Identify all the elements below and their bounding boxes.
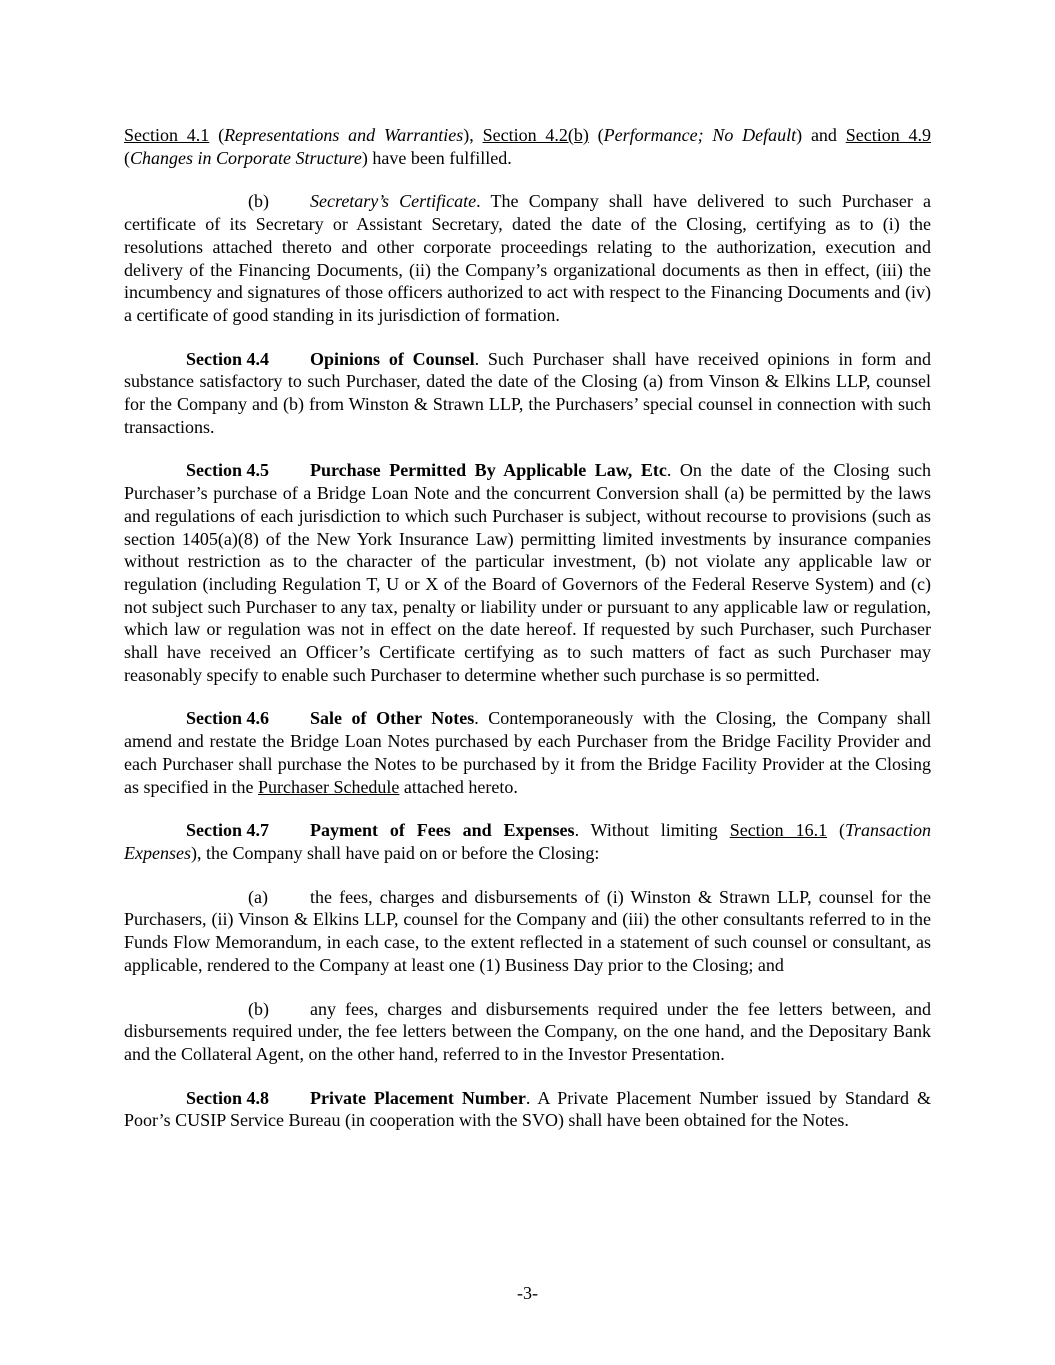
subsection-label: (b) — [248, 191, 269, 212]
section-text: . Without limiting — [574, 820, 718, 841]
section-4-7-b — [124, 998, 931, 1066]
section-title: Purchase Permitted By Applicable Law, Etc — [310, 460, 667, 481]
section-number: Section 4.5 — [186, 460, 269, 481]
section-4-5 — [124, 459, 931, 686]
conjunction: and — [810, 125, 837, 145]
section-ref-4-2b: Section 4.2(b) — [482, 125, 589, 145]
section-title: Private Placement Number — [310, 1087, 526, 1108]
section-tail: attached hereto. — [403, 776, 518, 797]
subsection-text: . The Company shall have delivered to such Purchaser a certificate of its Secretary or Assistant Secretary, dated the date of the Closing, certifying as to (i) the resolutions attached thereto and other corporate proceedings relating to the authorization, execution and delivery of the Financing Documents, (ii) the Company’s organizational documents as then in effect, (iii) the incumbency and signatures of those officers authorized to act with respect to the Financing Documents and (iv) a certificate of good standing in its jurisdiction of formation. — [124, 191, 931, 325]
section-tail: , the Company shall have paid on or before the Closing: — [196, 842, 600, 863]
subsection-label: (a) — [248, 886, 268, 907]
section-text: . Contemporaneously with the Closing, the Company shall amend and restate the Bridge Loan Notes purchased by each Purchaser from the Bridge Facility Provider and each Purchaser shall purchase the Notes to be purchased by it from the Bridge Facility Provider at the Closing as specified in the — [124, 708, 931, 797]
section-4-8 — [124, 1087, 931, 1132]
section-title: Sale of Other Notes — [310, 708, 475, 729]
section-number: Section 4.4 — [186, 348, 269, 369]
intro-tail: have been fulfilled. — [372, 147, 512, 168]
document-page — [124, 124, 931, 1153]
ref-title: Representations and Warranties — [224, 125, 464, 145]
subsection-text: any fees, charges and disbursements required under the fee letters between, and disbursements required under, the fee letters between the Company, on the one hand, and the Depositary Bank and the Collateral Agent, on the other hand, referred to in the Investor Presentation. — [124, 998, 931, 1064]
section-ref-16-1: Section 16.1 — [729, 820, 828, 841]
subsection-b-secretary — [124, 190, 931, 326]
section-4-4 — [124, 348, 931, 439]
section-4-6 — [124, 707, 931, 798]
section-ref-4-9: Section 4.9 — [845, 125, 931, 145]
section-title: Opinions of Counsel — [310, 348, 475, 369]
ref-title: Transaction Expenses — [124, 820, 931, 863]
section-number: Section 4.7 — [186, 820, 269, 841]
ref-title: Performance; No Default — [603, 125, 797, 145]
section-4-7-a — [124, 886, 931, 977]
page-number: -3- — [517, 1283, 538, 1303]
section-title: Payment of Fees and Expenses — [310, 820, 575, 841]
intro-paragraph: Section 4.1 (Representations and Warranties), Section 4.2(b) (Performance; No Default) and Section 4.9 (Changes in Corporate Structure) have been fulfilled. — [124, 125, 931, 168]
section-text: . On the date of the Closing such Purchaser’s purchase of a Bridge Loan Note and the concurrent Conversion shall (a) be permitted by the laws and regulations of each jurisdiction to which such Purchaser is subject, without recourse to provisions (such as section 1405(a)(8) of the New York Insurance Law) permitting limited investments by insurance companies without restriction as to the character of the particular investment, (b) not violate any applicable law or regulation (including Regulation T, U or X of the Board of Governors of the Federal Reserve System) and (c) not subject such Purchaser to any tax, penalty or liability under or pursuant to any applicable law or regulation, which law or regulation was not in effect on the date hereof. If requested by such Purchaser, such Purchaser shall have received an Officer’s Certificate certifying as to such matters of fact as such Purchaser may reasonably specify to enable such Purchaser to determine whether such purchase is so permitted. — [124, 460, 931, 685]
purchaser-schedule-ref: Purchaser Schedule — [257, 776, 400, 797]
subsection-heading: Secretary’s Certificate — [310, 191, 477, 212]
section-4-7: Section 4.7 Payment of Fees and Expenses. Without limiting Section 16.1 (Transaction Expenses), the Company shall have paid on or before the Closing: — [124, 820, 931, 863]
subsection-text: the fees, charges and disbursements of (i) Winston & Strawn LLP, counsel for the Purchasers, (ii) Vinson & Elkins LLP, counsel for the Company and (iii) the other consultants referred to in the Funds Flow Memorandum, in each case, to the extent reflected in a statement of such counsel or consultant, as applicable, rendered to the Company at least one (1) Business Day prior to the Closing; and — [124, 886, 931, 975]
subsection-label: (b) — [248, 998, 269, 1019]
section-text: . Such Purchaser shall have received opinions in form and substance satisfactory to such Purchaser, dated the date of the Closing (a) from Vinson & Elkins LLP, counsel for the Company and (b) from Winston & Strawn LLP, the Purchasers’ special counsel in connection with such transactions. — [124, 348, 931, 437]
section-number: Section 4.8 — [186, 1087, 269, 1108]
section-text: . A Private Placement Number issued by Standard & Poor’s CUSIP Service Bureau (in cooperation with the SVO) shall have been obtained for the Notes. — [124, 1087, 931, 1131]
section-number: Section 4.6 — [186, 708, 269, 729]
section-ref-4-1: Section 4.1 — [124, 125, 210, 145]
ref-title: Changes in Corporate Structure — [130, 147, 362, 168]
